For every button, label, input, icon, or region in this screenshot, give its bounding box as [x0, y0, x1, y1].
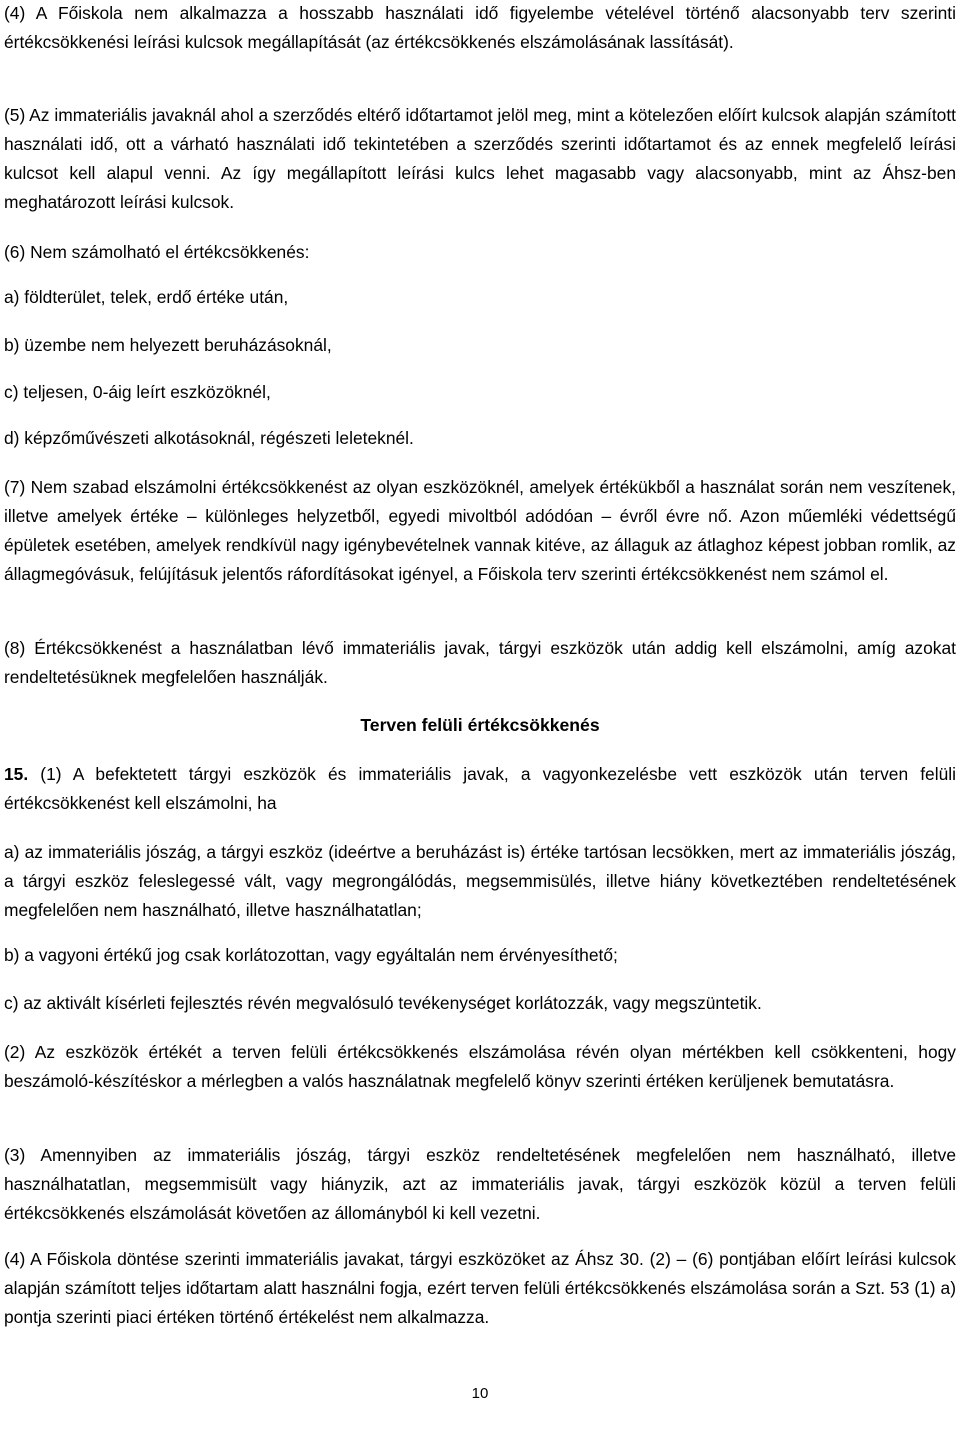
list-item-15a: a) az immateriális jószág, a tárgyi eszköz (ideértve a beruházást is) értéke tartósan lecsökken, mert az immateriális jószág, a tárgyi eszköz feleslegessé vált, vagy megrongálódás, megsemmisülés, illetve hiány következtében rendeltetésének megfelelően nem használható, illetve használhatatlan;: [4, 842, 956, 920]
paragraph-7: (7) Nem szabad elszámolni értékcsökkenést az olyan eszközöknél, amelyek értékükből a használat során nem veszítenek, illetve amelyek értéke – különleges helyzetből, egyedi mivoltból adódóan – évről évre nő. Azon műemléki védettségű épületek esetében, amelyek rendkívül nagy igénybevételnek vannak kitéve, az állaguk az átlaghoz képest jobban romlik, az állagmegóvásuk, felújításuk jelentős ráfordításokat igényel, a Főiskola terv szerinti értékcsökkenést nem számol el.: [4, 477, 956, 584]
list-item-6a: a) földterület, telek, erdő értéke után,: [4, 287, 289, 307]
section-heading: Terven felüli értékcsökkenés: [360, 715, 600, 735]
paragraph-4-continued: (4) A Főiskola nem alkalmazza a hosszabb használati idő figyelembe vételével történő alacsonyabb terv szerinti értékcsökkenési leírási kulcsok megállapítását (az értékcsökkenés elszámolásának lassítását).: [4, 3, 956, 52]
section-15-paragraph-1: [4, 760, 956, 818]
list-item-6c: c) teljesen, 0-áig leírt eszközöknél,: [4, 382, 271, 402]
list-item-6b: b) üzembe nem helyezett beruházásoknál,: [4, 335, 332, 355]
paragraph-15-4: (4) A Főiskola döntése szerinti immateriális javakat, tárgyi eszközöket az Áhsz 30. (2) – (6) pontjában előírt leírási kulcsok alapján számított teljes időtartam alatt használni fogja, ezért terven felüli értékcsökkenés elszámolása során a Szt. 53 (1) a) pontja szerinti piaci értéken történő értékelést nem alkalmazza.: [4, 1249, 956, 1327]
paragraph-5: (5) Az immateriális javaknál ahol a szerződés eltérő időtartamot jelöl meg, mint a kötelezően előírt kulcsok alapján számított használati idő, ott a várható használati idő tekintetében a szerződés szerinti időtartamot és az ennek megfelelő leírási kulcsot kell alapul venni. Az így megállapított leírási kulcs lehet magasabb vagy alacsonyabb, mint az Áhsz-ben meghatározott leírási kulcsok.: [4, 105, 956, 212]
paragraph-15-2: (2) Az eszközök értékét a terven felüli értékcsökkenés elszámolása révén olyan mértékben kell csökkenteni, hogy beszámoló-készítéskor a mérlegben a valós használatnak megfelelő könyv szerinti értéken kerüljenek bemutatásra.: [4, 1042, 956, 1091]
section-number: 15.: [4, 764, 29, 784]
paragraph-6-intro: (6) Nem számolható el értékcsökkenés:: [4, 242, 310, 262]
paragraph-15-3: (3) Amennyiben az immateriális jószág, tárgyi eszköz rendeltetésének megfelelően nem használható, illetve használhatatlan, megsemmisült vagy hiányzik, azt az immateriális javak, tárgyi eszközök közül a terven felüli értékcsökkenés elszámolását követően az állományból ki kell vezetni.: [4, 1145, 956, 1223]
page-number: 10: [471, 1385, 489, 1402]
section-15-text: (1) A befektetett tárgyi eszközök és immateriális javak, a vagyonkezelésbe vett eszközök után terven felüli értékcsökkenést kell elszámolni, ha: [4, 764, 956, 813]
list-item-15b: b) a vagyoni értékű jog csak korlátozottan, vagy egyáltalán nem érvényesíthető;: [4, 945, 618, 965]
paragraph-8: (8) Értékcsökkenést a használatban lévő immateriális javak, tárgyi eszközök után addig kell elszámolni, amíg azokat rendeltetésüknek megfelelően használják.: [4, 638, 956, 687]
list-item-6d: d) képzőművészeti alkotásoknál, régészeti leleteknél.: [4, 428, 414, 448]
list-item-15c: c) az aktivált kísérleti fejlesztés révén megvalósuló tevékenységet korlátozzák, vagy megszüntetik.: [4, 993, 762, 1013]
